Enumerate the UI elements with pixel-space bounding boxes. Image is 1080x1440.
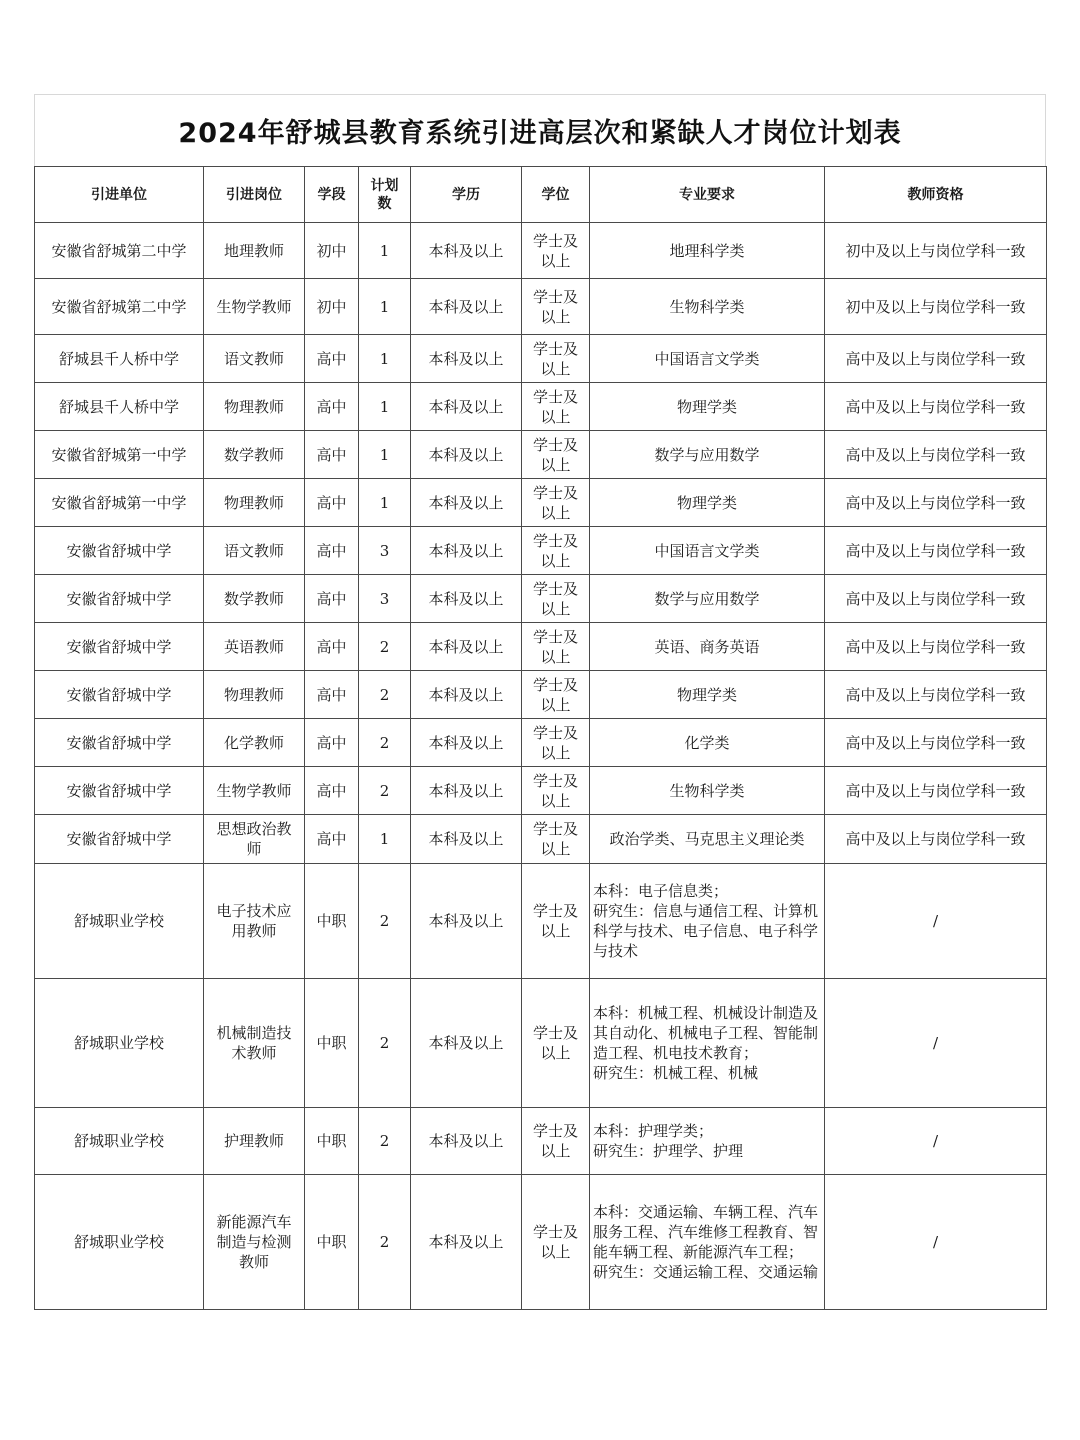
count-cell: 1 — [359, 335, 411, 383]
document-sheet — [34, 94, 1046, 1310]
major-cell: 本科：机械工程、机械设计制造及其自动化、机械电子工程、智能制造工程、机电技术教育； 研究生：机械工程、机械 — [590, 979, 825, 1108]
header-major: 专业要求 — [590, 167, 825, 223]
count-cell: 2 — [359, 719, 411, 767]
count-cell: 1 — [359, 279, 411, 335]
count-cell: 2 — [359, 767, 411, 815]
major-cell: 英语、商务英语 — [590, 623, 825, 671]
degree-cell: 学士及 以上 — [522, 767, 590, 815]
major-cell: 物理学类 — [590, 479, 825, 527]
stage-cell: 初中 — [305, 223, 359, 279]
count-cell: 2 — [359, 671, 411, 719]
stage-cell: 高中 — [305, 335, 359, 383]
stage-cell: 中职 — [305, 1175, 359, 1310]
unit-cell: 安徽省舒城第二中学 — [35, 223, 204, 279]
table-body — [35, 223, 1047, 1310]
certificate-cell: 高中及以上与岗位学科一致 — [825, 767, 1047, 815]
stage-cell: 高中 — [305, 623, 359, 671]
education-cell: 本科及以上 — [411, 335, 522, 383]
degree-cell: 学士及 以上 — [522, 383, 590, 431]
table-row — [35, 864, 1047, 979]
education-cell: 本科及以上 — [411, 671, 522, 719]
table-row — [35, 335, 1047, 383]
degree-cell: 学士及 以上 — [522, 719, 590, 767]
unit-cell: 安徽省舒城中学 — [35, 527, 204, 575]
education-cell: 本科及以上 — [411, 767, 522, 815]
count-cell: 1 — [359, 383, 411, 431]
stage-cell: 高中 — [305, 431, 359, 479]
table-row — [35, 279, 1047, 335]
count-cell: 1 — [359, 223, 411, 279]
education-cell: 本科及以上 — [411, 979, 522, 1108]
education-cell: 本科及以上 — [411, 1175, 522, 1310]
table-row — [35, 767, 1047, 815]
count-cell: 2 — [359, 623, 411, 671]
header-count: 计划 数 — [359, 167, 411, 223]
education-cell: 本科及以上 — [411, 383, 522, 431]
stage-cell: 高中 — [305, 671, 359, 719]
certificate-cell: 高中及以上与岗位学科一致 — [825, 575, 1047, 623]
post-cell: 英语教师 — [204, 623, 305, 671]
post-cell: 物理教师 — [204, 383, 305, 431]
post-cell: 护理教师 — [204, 1108, 305, 1175]
post-cell: 电子技术应 用教师 — [204, 864, 305, 979]
unit-cell: 安徽省舒城中学 — [35, 671, 204, 719]
post-cell: 物理教师 — [204, 671, 305, 719]
post-cell: 机械制造技 术教师 — [204, 979, 305, 1108]
table-row — [35, 671, 1047, 719]
degree-cell: 学士及 以上 — [522, 1108, 590, 1175]
certificate-cell: 高中及以上与岗位学科一致 — [825, 815, 1047, 864]
count-cell: 2 — [359, 1108, 411, 1175]
education-cell: 本科及以上 — [411, 1108, 522, 1175]
education-cell: 本科及以上 — [411, 279, 522, 335]
page-title: 2024年舒城县教育系统引进高层次和紧缺人才岗位计划表 — [178, 118, 902, 149]
unit-cell: 舒城县千人桥中学 — [35, 335, 204, 383]
table-row — [35, 383, 1047, 431]
major-cell: 本科：护理学类； 研究生：护理学、护理 — [590, 1108, 825, 1175]
header-unit: 引进单位 — [35, 167, 204, 223]
certificate-cell: / — [825, 1175, 1047, 1310]
unit-cell: 舒城职业学校 — [35, 864, 204, 979]
table-row — [35, 431, 1047, 479]
certificate-cell: / — [825, 864, 1047, 979]
post-cell: 新能源汽车 制造与检测 教师 — [204, 1175, 305, 1310]
unit-cell: 舒城职业学校 — [35, 1108, 204, 1175]
table-row — [35, 223, 1047, 279]
degree-cell: 学士及 以上 — [522, 575, 590, 623]
education-cell: 本科及以上 — [411, 223, 522, 279]
certificate-cell: / — [825, 1108, 1047, 1175]
major-cell: 数学与应用数学 — [590, 431, 825, 479]
major-cell: 生物科学类 — [590, 279, 825, 335]
degree-cell: 学士及 以上 — [522, 479, 590, 527]
certificate-cell: 高中及以上与岗位学科一致 — [825, 335, 1047, 383]
title-box — [34, 94, 1046, 166]
post-cell: 物理教师 — [204, 479, 305, 527]
major-cell: 政治学类、马克思主义理论类 — [590, 815, 825, 864]
major-cell: 本科：交通运输、车辆工程、汽车服务工程、汽车维修工程教育、智能车辆工程、新能源汽车工程； 研究生：交通运输工程、交通运输 — [590, 1175, 825, 1310]
post-cell: 生物学教师 — [204, 279, 305, 335]
education-cell: 本科及以上 — [411, 431, 522, 479]
stage-cell: 中职 — [305, 1108, 359, 1175]
table-row — [35, 1108, 1047, 1175]
stage-cell: 高中 — [305, 815, 359, 864]
count-cell: 2 — [359, 979, 411, 1108]
certificate-cell: 初中及以上与岗位学科一致 — [825, 279, 1047, 335]
table-header-row — [35, 167, 1047, 223]
education-cell: 本科及以上 — [411, 527, 522, 575]
table-row — [35, 719, 1047, 767]
major-cell: 生物科学类 — [590, 767, 825, 815]
unit-cell: 舒城县千人桥中学 — [35, 383, 204, 431]
count-cell: 1 — [359, 479, 411, 527]
post-cell: 数学教师 — [204, 431, 305, 479]
table-row — [35, 1175, 1047, 1310]
post-cell: 化学教师 — [204, 719, 305, 767]
post-cell: 生物学教师 — [204, 767, 305, 815]
degree-cell: 学士及 以上 — [522, 279, 590, 335]
header-degree: 学位 — [522, 167, 590, 223]
certificate-cell: 高中及以上与岗位学科一致 — [825, 383, 1047, 431]
degree-cell: 学士及 以上 — [522, 335, 590, 383]
table-row — [35, 575, 1047, 623]
post-cell: 思想政治教 师 — [204, 815, 305, 864]
count-cell: 2 — [359, 1175, 411, 1310]
certificate-cell: 高中及以上与岗位学科一致 — [825, 527, 1047, 575]
education-cell: 本科及以上 — [411, 815, 522, 864]
degree-cell: 学士及 以上 — [522, 864, 590, 979]
major-cell: 地理科学类 — [590, 223, 825, 279]
certificate-cell: 高中及以上与岗位学科一致 — [825, 479, 1047, 527]
unit-cell: 安徽省舒城中学 — [35, 767, 204, 815]
unit-cell: 安徽省舒城中学 — [35, 575, 204, 623]
degree-cell: 学士及 以上 — [522, 527, 590, 575]
major-cell: 数学与应用数学 — [590, 575, 825, 623]
stage-cell: 高中 — [305, 383, 359, 431]
certificate-cell: 高中及以上与岗位学科一致 — [825, 623, 1047, 671]
count-cell: 2 — [359, 864, 411, 979]
unit-cell: 舒城职业学校 — [35, 979, 204, 1108]
degree-cell: 学士及 以上 — [522, 623, 590, 671]
count-cell: 3 — [359, 575, 411, 623]
stage-cell: 高中 — [305, 479, 359, 527]
stage-cell: 高中 — [305, 719, 359, 767]
certificate-cell: 高中及以上与岗位学科一致 — [825, 719, 1047, 767]
post-cell: 语文教师 — [204, 527, 305, 575]
stage-cell: 中职 — [305, 864, 359, 979]
certificate-cell: 高中及以上与岗位学科一致 — [825, 671, 1047, 719]
degree-cell: 学士及 以上 — [522, 671, 590, 719]
degree-cell: 学士及 以上 — [522, 431, 590, 479]
major-cell: 化学类 — [590, 719, 825, 767]
header-education: 学历 — [411, 167, 522, 223]
post-cell: 语文教师 — [204, 335, 305, 383]
table-row — [35, 623, 1047, 671]
unit-cell: 安徽省舒城中学 — [35, 719, 204, 767]
header-stage: 学段 — [305, 167, 359, 223]
stage-cell: 初中 — [305, 279, 359, 335]
table-row — [35, 527, 1047, 575]
degree-cell: 学士及 以上 — [522, 979, 590, 1108]
education-cell: 本科及以上 — [411, 479, 522, 527]
table-row — [35, 815, 1047, 864]
education-cell: 本科及以上 — [411, 575, 522, 623]
degree-cell: 学士及 以上 — [522, 223, 590, 279]
table-row — [35, 479, 1047, 527]
stage-cell: 高中 — [305, 767, 359, 815]
header-certificate: 教师资格 — [825, 167, 1047, 223]
major-cell: 本科：电子信息类； 研究生：信息与通信工程、计算机科学与技术、电子信息、电子科学与技术 — [590, 864, 825, 979]
certificate-cell: / — [825, 979, 1047, 1108]
unit-cell: 舒城职业学校 — [35, 1175, 204, 1310]
unit-cell: 安徽省舒城中学 — [35, 815, 204, 864]
count-cell: 1 — [359, 815, 411, 864]
major-cell: 中国语言文学类 — [590, 527, 825, 575]
unit-cell: 安徽省舒城中学 — [35, 623, 204, 671]
unit-cell: 安徽省舒城第二中学 — [35, 279, 204, 335]
stage-cell: 高中 — [305, 527, 359, 575]
post-cell: 数学教师 — [204, 575, 305, 623]
education-cell: 本科及以上 — [411, 864, 522, 979]
major-cell: 中国语言文学类 — [590, 335, 825, 383]
degree-cell: 学士及 以上 — [522, 1175, 590, 1310]
certificate-cell: 初中及以上与岗位学科一致 — [825, 223, 1047, 279]
degree-cell: 学士及 以上 — [522, 815, 590, 864]
header-post: 引进岗位 — [204, 167, 305, 223]
table-row — [35, 979, 1047, 1108]
count-cell: 3 — [359, 527, 411, 575]
major-cell: 物理学类 — [590, 383, 825, 431]
count-cell: 1 — [359, 431, 411, 479]
major-cell: 物理学类 — [590, 671, 825, 719]
recruitment-plan-table — [34, 166, 1047, 1310]
post-cell: 地理教师 — [204, 223, 305, 279]
education-cell: 本科及以上 — [411, 623, 522, 671]
stage-cell: 高中 — [305, 575, 359, 623]
unit-cell: 安徽省舒城第一中学 — [35, 431, 204, 479]
stage-cell: 中职 — [305, 979, 359, 1108]
education-cell: 本科及以上 — [411, 719, 522, 767]
unit-cell: 安徽省舒城第一中学 — [35, 479, 204, 527]
certificate-cell: 高中及以上与岗位学科一致 — [825, 431, 1047, 479]
